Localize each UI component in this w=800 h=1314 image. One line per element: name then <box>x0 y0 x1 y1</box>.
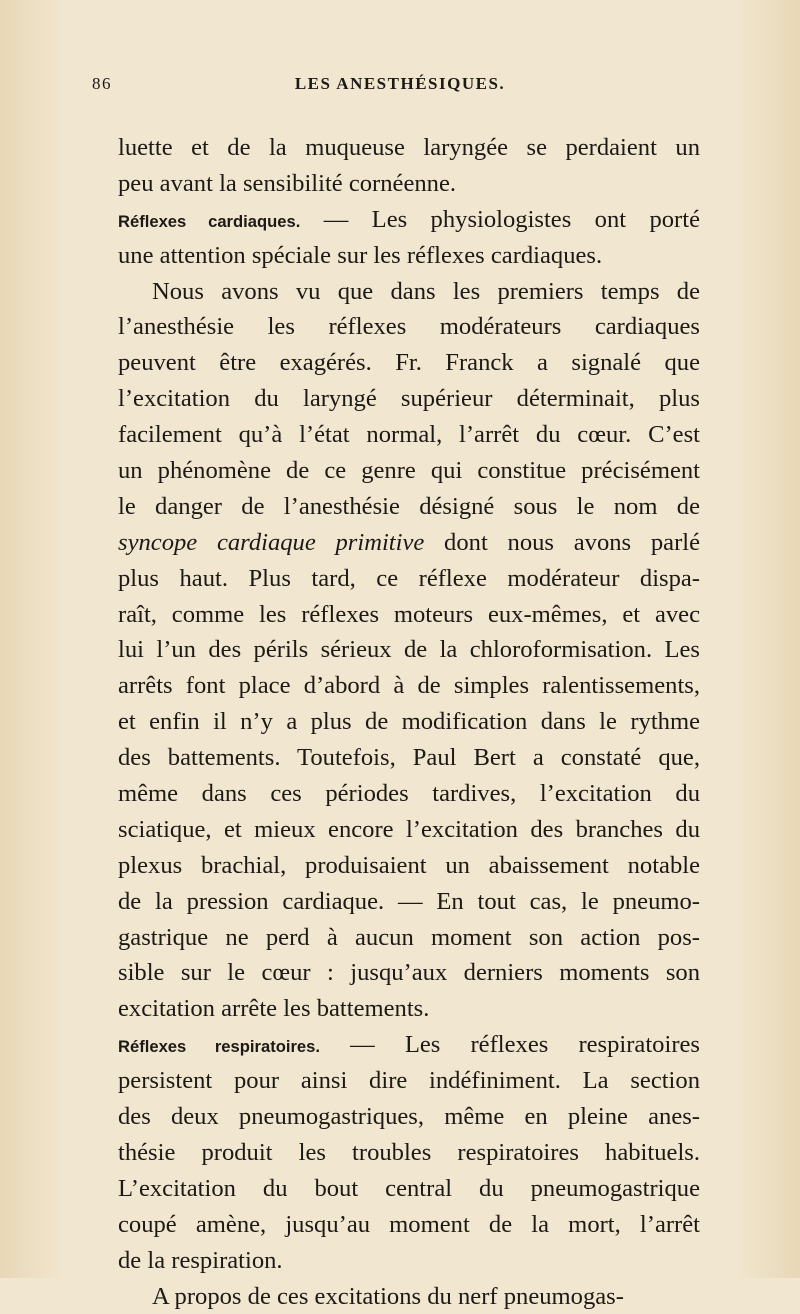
line-text: arrêts font place d’abord à de simples ralentissements, <box>118 672 700 699</box>
line-text: dont nous avons parlé <box>424 529 700 556</box>
text-line <box>118 238 700 274</box>
text-line <box>118 1279 700 1314</box>
line-text: sciatique, et mieux encore l’excitation des branches du <box>118 816 700 843</box>
section-sidehead: Réflexes cardiaques. <box>118 212 300 231</box>
text-line <box>118 1063 700 1099</box>
line-text: sible sur le cœur : jusqu’aux derniers moments son <box>118 959 700 986</box>
text-line <box>118 489 700 525</box>
line-text: et enfin il n’y a plus de modification dans le rythme <box>118 708 700 735</box>
text-line <box>118 920 700 956</box>
line-text: — Les physiologistes ont porté <box>300 206 700 233</box>
text-line <box>118 309 700 345</box>
line-text: excitation arrête les battements. <box>118 995 429 1022</box>
text-line <box>118 417 700 453</box>
text-line <box>118 812 700 848</box>
text-line <box>118 130 700 166</box>
text-line <box>118 991 700 1027</box>
text-line <box>118 345 700 381</box>
text-line <box>118 955 700 991</box>
text-line <box>118 704 700 740</box>
italic-term: syncope cardiaque primitive <box>118 529 424 556</box>
line-text: l’excitation du laryngé supérieur déterminait, plus <box>118 385 700 412</box>
text-line <box>118 1099 700 1135</box>
line-text: de la pression cardiaque. — En tout cas, le pneumo- <box>118 888 700 915</box>
running-head <box>92 74 708 98</box>
line-text: L’excitation du bout central du pneumogastrique <box>118 1175 700 1202</box>
body-text <box>118 130 700 1314</box>
line-text: A propos de ces excitations du nerf pneumogas- <box>152 1283 624 1310</box>
text-line <box>118 1207 700 1243</box>
text-line <box>118 884 700 920</box>
line-text: peu avant la sensibilité cornéenne. <box>118 170 456 197</box>
line-text: persistent pour ainsi dire indéfiniment. La section <box>118 1067 700 1094</box>
running-title: LES ANESTHÉSIQUES. <box>92 74 708 94</box>
section-sidehead: Réflexes respiratoires. <box>118 1037 320 1056</box>
text-line <box>118 1135 700 1171</box>
text-line <box>118 740 700 776</box>
line-text: une attention spéciale sur les réflexes cardiaques. <box>118 242 602 269</box>
text-line <box>118 453 700 489</box>
text-line <box>118 202 700 238</box>
line-text: — Les réflexes respiratoires <box>320 1031 700 1058</box>
line-text: plus haut. Plus tard, ce réflexe modérateur dispa- <box>118 565 700 592</box>
text-line <box>118 1243 700 1279</box>
text-line <box>118 848 700 884</box>
line-text: thésie produit les troubles respiratoires habituels. <box>118 1139 700 1166</box>
text-line <box>118 561 700 597</box>
line-text: coupé amène, jusqu’au moment de la mort, l’arrêt <box>118 1211 700 1238</box>
line-text: même dans ces périodes tardives, l’excitation du <box>118 780 700 807</box>
text-line <box>118 381 700 417</box>
line-text: peuvent être exagérés. Fr. Franck a signalé que <box>118 349 700 376</box>
line-text: des deux pneumogastriques, même en pleine anes- <box>118 1103 700 1130</box>
page-number: 86 <box>92 74 112 94</box>
text-line <box>118 776 700 812</box>
line-text: un phénomène de ce genre qui constitue précisément <box>118 457 700 484</box>
line-text: de la respiration. <box>118 1247 283 1274</box>
line-text: gastrique ne perd à aucun moment son action pos- <box>118 924 700 951</box>
line-text: facilement qu’à l’état normal, l’arrêt du cœur. C’est <box>118 421 700 448</box>
text-line <box>118 1027 700 1063</box>
text-line <box>118 274 700 310</box>
line-text: des battements. Toutefois, Paul Bert a constaté que, <box>118 744 700 771</box>
text-line <box>118 1171 700 1207</box>
text-line <box>118 668 700 704</box>
text-line <box>118 632 700 668</box>
line-text: le danger de l’anesthésie désigné sous le nom de <box>118 493 700 520</box>
text-line <box>118 166 700 202</box>
line-text: lui l’un des périls sérieux de la chloroformisation. Les <box>118 636 700 663</box>
line-text: luette et de la muqueuse laryngée se perdaient un <box>118 134 700 161</box>
line-text: l’anesthésie les réflexes modérateurs cardiaques <box>118 313 700 340</box>
line-text: Nous avons vu que dans les premiers temps de <box>152 278 700 305</box>
text-line <box>118 597 700 633</box>
text-line <box>118 525 700 561</box>
line-text: raît, comme les réflexes moteurs eux-mêmes, et avec <box>118 601 700 628</box>
line-text: plexus brachial, produisaient un abaissement notable <box>118 852 700 879</box>
